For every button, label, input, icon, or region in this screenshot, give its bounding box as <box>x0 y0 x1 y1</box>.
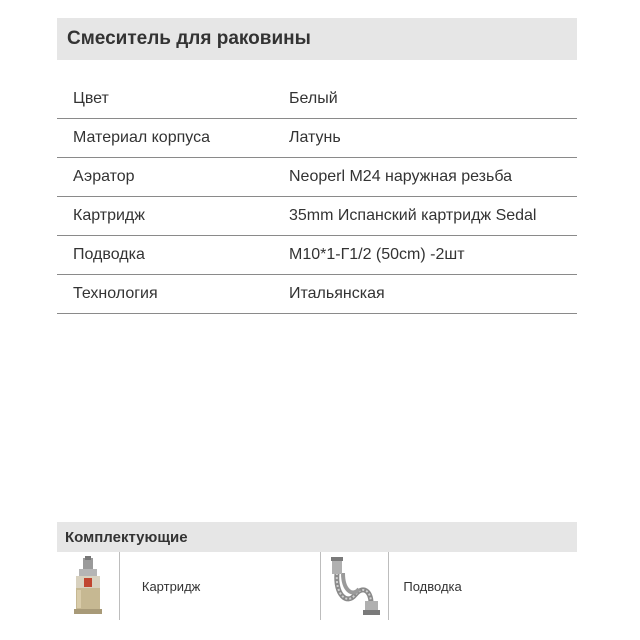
spec-value-supply: M10*1-Г1/2 (50cm) -2шт <box>289 236 577 275</box>
component-cartridge-label: Картридж <box>141 578 201 594</box>
table-row <box>57 158 577 197</box>
hose-icon <box>325 555 383 617</box>
cartridge-icon <box>68 556 108 616</box>
spec-value-technology: Итальянская <box>289 275 577 314</box>
components-title <box>57 522 577 552</box>
specs-table <box>57 80 577 314</box>
spec-value-color: Белый <box>289 80 577 119</box>
page-title <box>57 18 577 60</box>
spec-label-technology: Технология <box>57 275 289 314</box>
spec-label-cartridge: Картридж <box>57 197 289 236</box>
table-row <box>57 236 577 275</box>
spec-value-cartridge: 35mm Испанский картридж Sedal <box>289 197 577 236</box>
components-title-text: Комплектующие <box>65 528 188 546</box>
page-title-text: Смеситель для раковины <box>67 28 311 49</box>
component-hose-label: Подводка <box>403 578 462 594</box>
spec-value-aerator: Neoperl M24 наружная резьба <box>289 158 577 197</box>
hose-image <box>320 552 390 620</box>
spec-label-supply: Подводка <box>57 236 289 275</box>
spec-value-material: Латунь <box>289 119 577 158</box>
spec-label-aerator: Аэратор <box>57 158 289 197</box>
table-row <box>57 80 577 119</box>
components-row <box>57 552 577 620</box>
table-row <box>57 119 577 158</box>
table-row <box>57 275 577 314</box>
cartridge-image <box>57 552 120 620</box>
spec-label-color: Цвет <box>57 80 289 119</box>
table-row <box>57 197 577 236</box>
spec-label-material: Материал корпуса <box>57 119 289 158</box>
